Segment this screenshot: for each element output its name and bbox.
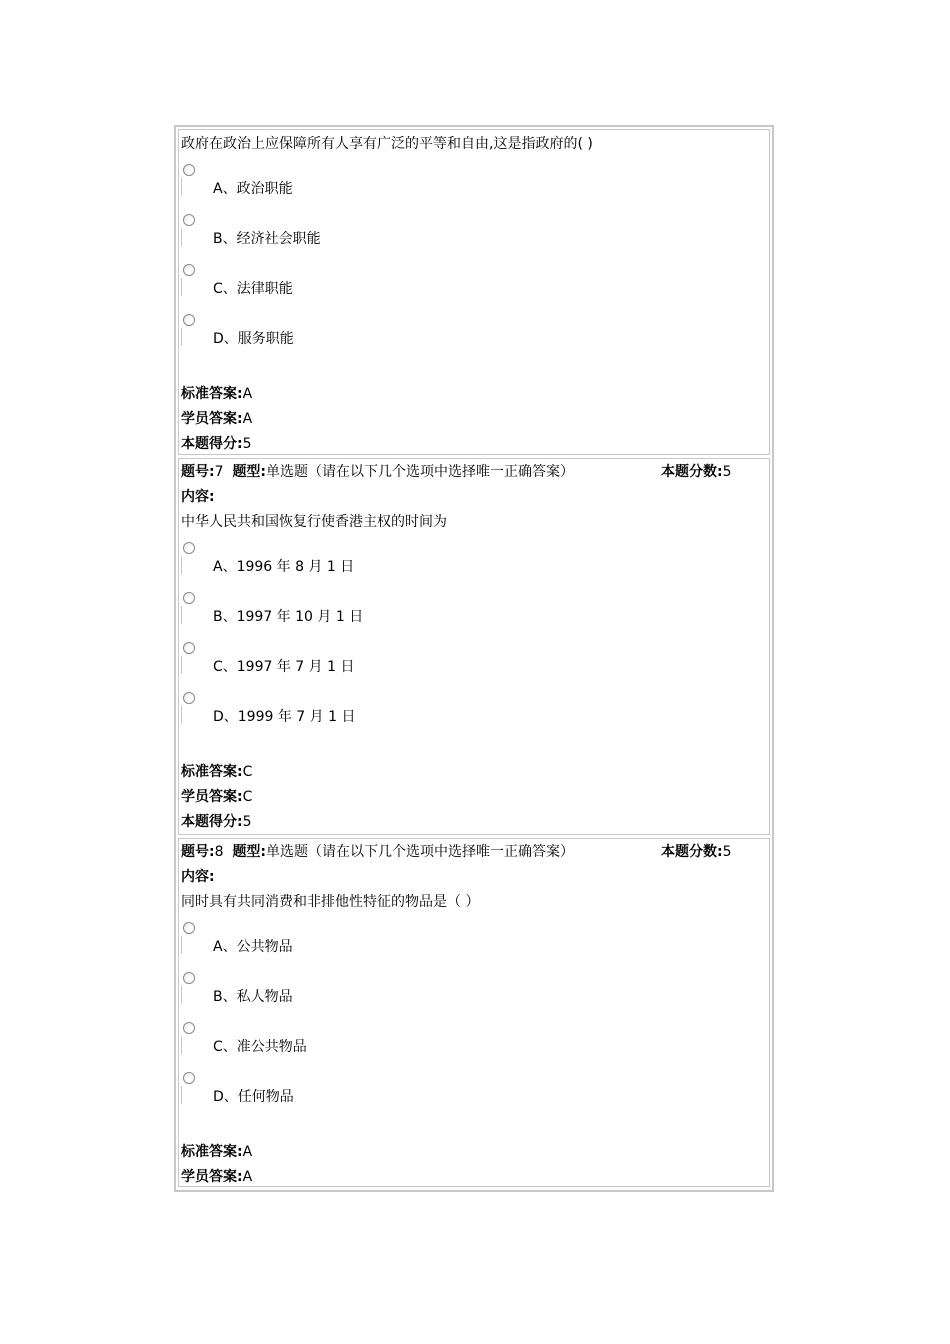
standard-answer [181, 384, 252, 404]
standard-answer-value: A [242, 1144, 253, 1160]
option-b-radio[interactable] [183, 214, 195, 226]
option-c-radio[interactable] [183, 642, 195, 654]
question-header [181, 842, 574, 862]
option-b-radio[interactable] [183, 592, 195, 604]
question-stem: 政府在政治上应保障所有人享有广泛的平等和自由,这是指政府的( ) [181, 136, 593, 152]
option-a-radio[interactable] [183, 922, 195, 934]
standard-answer [181, 1142, 252, 1162]
student-answer [181, 1167, 252, 1187]
standard-answer-value: A [242, 386, 253, 402]
question-score-value: 5 [722, 844, 732, 860]
option-a-label: A、1996 年 8 月 1 日 [213, 559, 355, 575]
question-header [181, 462, 574, 482]
option-d-label: D、服务职能 [213, 331, 294, 347]
option-b-label: B、私人物品 [213, 989, 293, 1005]
student-answer [181, 787, 252, 807]
divider [181, 936, 182, 954]
question-block-7 [178, 458, 770, 835]
option-a-label: A、政治职能 [213, 181, 293, 197]
standard-answer [181, 762, 252, 782]
divider [181, 986, 182, 1004]
option-b-label: B、1997 年 10 月 1 日 [213, 609, 364, 625]
question-score-value: 5 [722, 464, 732, 480]
question-type-value: 单选题（请在以下几个选项中选择唯一正确答案） [266, 844, 575, 860]
divider [181, 556, 182, 574]
exam-review-panel [174, 125, 774, 1192]
question-score [661, 842, 732, 862]
standard-answer-label: 标准答案: [181, 1144, 243, 1160]
question-number-value: 7 [214, 464, 224, 480]
divider [181, 656, 182, 674]
student-answer-value: A [242, 411, 253, 427]
option-a-radio[interactable] [183, 164, 195, 176]
divider [181, 178, 182, 196]
question-block-6 [178, 129, 770, 455]
option-c-label: C、准公共物品 [213, 1039, 307, 1055]
standard-answer-label: 标准答案: [181, 386, 243, 402]
question-number-label: 题号: [181, 844, 215, 860]
divider [181, 278, 182, 296]
question-block-8 [178, 838, 770, 1187]
question-type-label: 题型: [232, 464, 267, 480]
option-d-radio[interactable] [183, 692, 195, 704]
question-stem: 中华人民共和国恢复行使香港主权的时间为 [181, 514, 447, 530]
student-answer-label: 学员答案: [181, 1169, 243, 1185]
option-c-radio[interactable] [183, 264, 195, 276]
score-got-value: 5 [242, 814, 252, 830]
option-d-label: D、任何物品 [213, 1089, 294, 1105]
content-label: 内容: [181, 869, 215, 885]
content-label: 内容: [181, 489, 215, 505]
option-c-radio[interactable] [183, 1022, 195, 1034]
score-got-label: 本题得分: [181, 436, 243, 452]
student-answer-label: 学员答案: [181, 411, 243, 427]
option-b-radio[interactable] [183, 972, 195, 984]
option-c-label: C、法律职能 [213, 281, 293, 297]
divider [181, 328, 182, 346]
option-a-label: A、公共物品 [213, 939, 293, 955]
question-type-label: 题型: [232, 844, 267, 860]
student-answer [181, 409, 252, 429]
question-number-value: 8 [214, 844, 224, 860]
option-d-radio[interactable] [183, 314, 195, 326]
divider [181, 228, 182, 246]
question-score [661, 462, 732, 482]
option-a-radio[interactable] [183, 542, 195, 554]
option-c-label: C、1997 年 7 月 1 日 [213, 659, 355, 675]
question-stem: 同时具有共同消费和非排他性特征的物品是（ ） [181, 894, 480, 910]
divider [181, 606, 182, 624]
question-number-label: 题号: [181, 464, 215, 480]
question-score-label: 本题分数: [661, 844, 723, 860]
score-got [181, 812, 252, 832]
standard-answer-label: 标准答案: [181, 764, 243, 780]
option-d-radio[interactable] [183, 1072, 195, 1084]
divider [181, 706, 182, 724]
score-got-value: 5 [242, 436, 252, 452]
student-answer-label: 学员答案: [181, 789, 243, 805]
score-got-label: 本题得分: [181, 814, 243, 830]
question-type-value: 单选题（请在以下几个选项中选择唯一正确答案） [266, 464, 575, 480]
divider [181, 1086, 182, 1104]
student-answer-value: A [242, 1169, 253, 1185]
option-d-label: D、1999 年 7 月 1 日 [213, 709, 356, 725]
score-got [181, 434, 252, 454]
standard-answer-value: C [242, 764, 253, 780]
question-score-label: 本题分数: [661, 464, 723, 480]
student-answer-value: C [242, 789, 253, 805]
option-b-label: B、经济社会职能 [213, 231, 321, 247]
divider [181, 1036, 182, 1054]
